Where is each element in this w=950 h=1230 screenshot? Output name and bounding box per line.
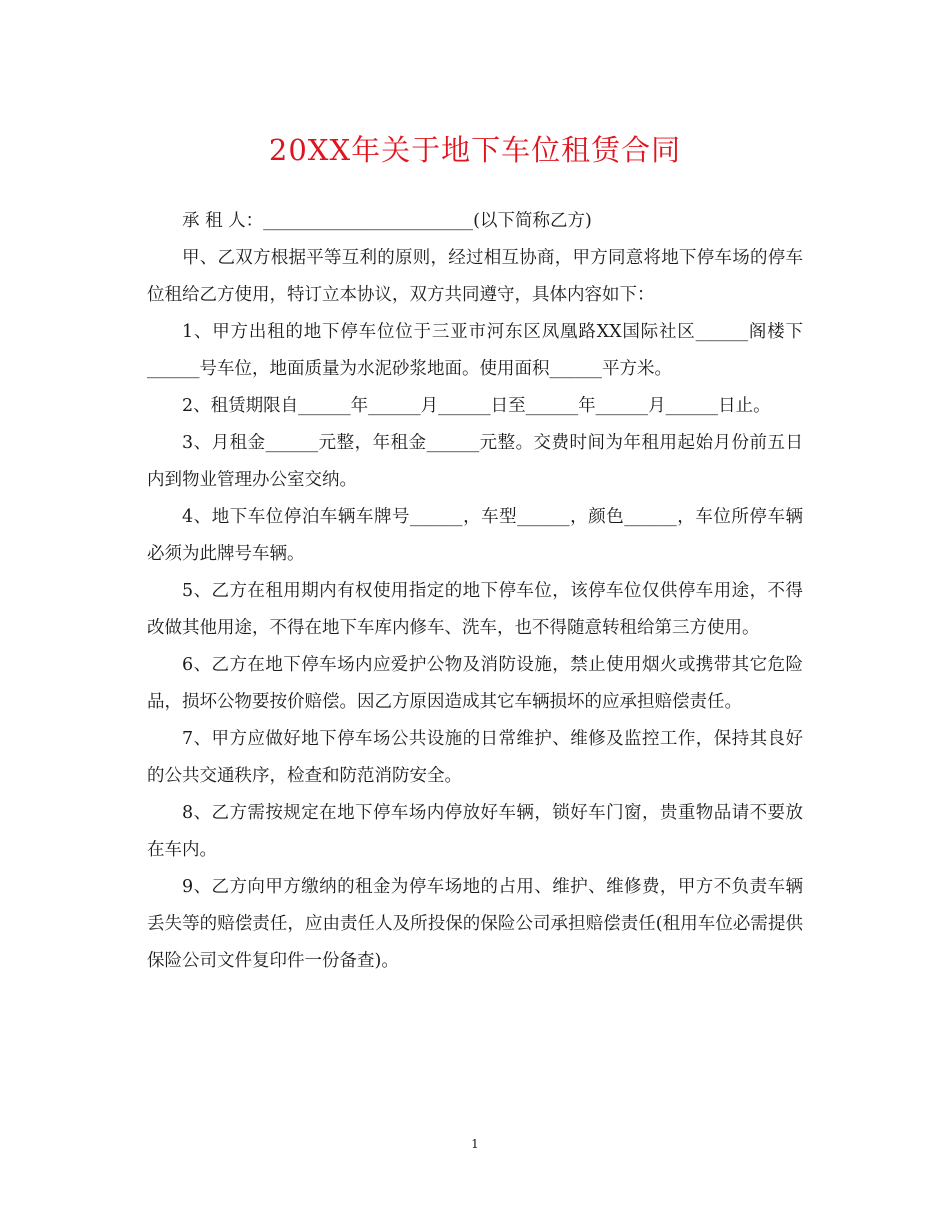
paragraph-clause-5: 5、乙方在租用期内有权使用指定的地下停车位，该停车位仅供停车用途，不得改做其他用途，不得在地下车库内修车、洗车，也不得随意转租给第三方使用。 bbox=[147, 581, 803, 638]
paragraph-lessee: 承 租 人：________________________(以下简称乙方) bbox=[182, 211, 592, 231]
paragraph-clause-6: 6、乙方在地下停车场内应爱护公物及消防设施，禁止使用烟火或携带其它危险品，损坏公物要按价赔偿。因乙方原因造成其它车辆损坏的应承担赔偿责任。 bbox=[147, 655, 803, 712]
document-body bbox=[147, 203, 803, 980]
paragraph-clause-2: 2、租赁期限自______年______月______日至______年______月______日止。 bbox=[182, 396, 771, 416]
paragraph-clause-7: 7、甲方应做好地下停车场公共设施的日常维护、维修及监控工作，保持其良好的公共交通秩序，检查和防范消防安全。 bbox=[147, 729, 803, 786]
page-number: 1 bbox=[471, 1137, 479, 1151]
paragraph-intro: 甲、乙双方根据平等互利的原则，经过相互协商，甲方同意将地下停车场的停车位租给乙方使用，特订立本协议，双方共同遵守，具体内容如下： bbox=[147, 248, 803, 305]
paragraph-clause-3: 3、月租金______元整，年租金______元整。交费时间为年租用起始月份前五日内到物业管理办公室交纳。 bbox=[147, 433, 803, 490]
paragraph-clause-1: 1、甲方出租的地下停车位位于三亚市河东区凤凰路XX国际社区______阁楼下______号车位，地面质量为水泥砂浆地面。使用面积______平方米。 bbox=[147, 322, 803, 379]
paragraph-clause-4: 4、地下车位停泊车辆车牌号______，车型______，颜色______，车位所停车辆必须为此牌号车辆。 bbox=[147, 507, 803, 564]
document-title: 20XX年关于地下车位租赁合同 bbox=[268, 133, 682, 167]
paragraph-clause-9: 9、乙方向甲方缴纳的租金为停车场地的占用、维护、维修费，甲方不负责车辆丢失等的赔偿责任，应由责任人及所投保的保险公司承担赔偿责任(租用车位必需提供保险公司文件复印件一份备查)。 bbox=[147, 877, 803, 971]
paragraph-clause-8: 8、乙方需按规定在地下停车场内停放好车辆，锁好车门窗，贵重物品请不要放在车内。 bbox=[147, 803, 803, 860]
